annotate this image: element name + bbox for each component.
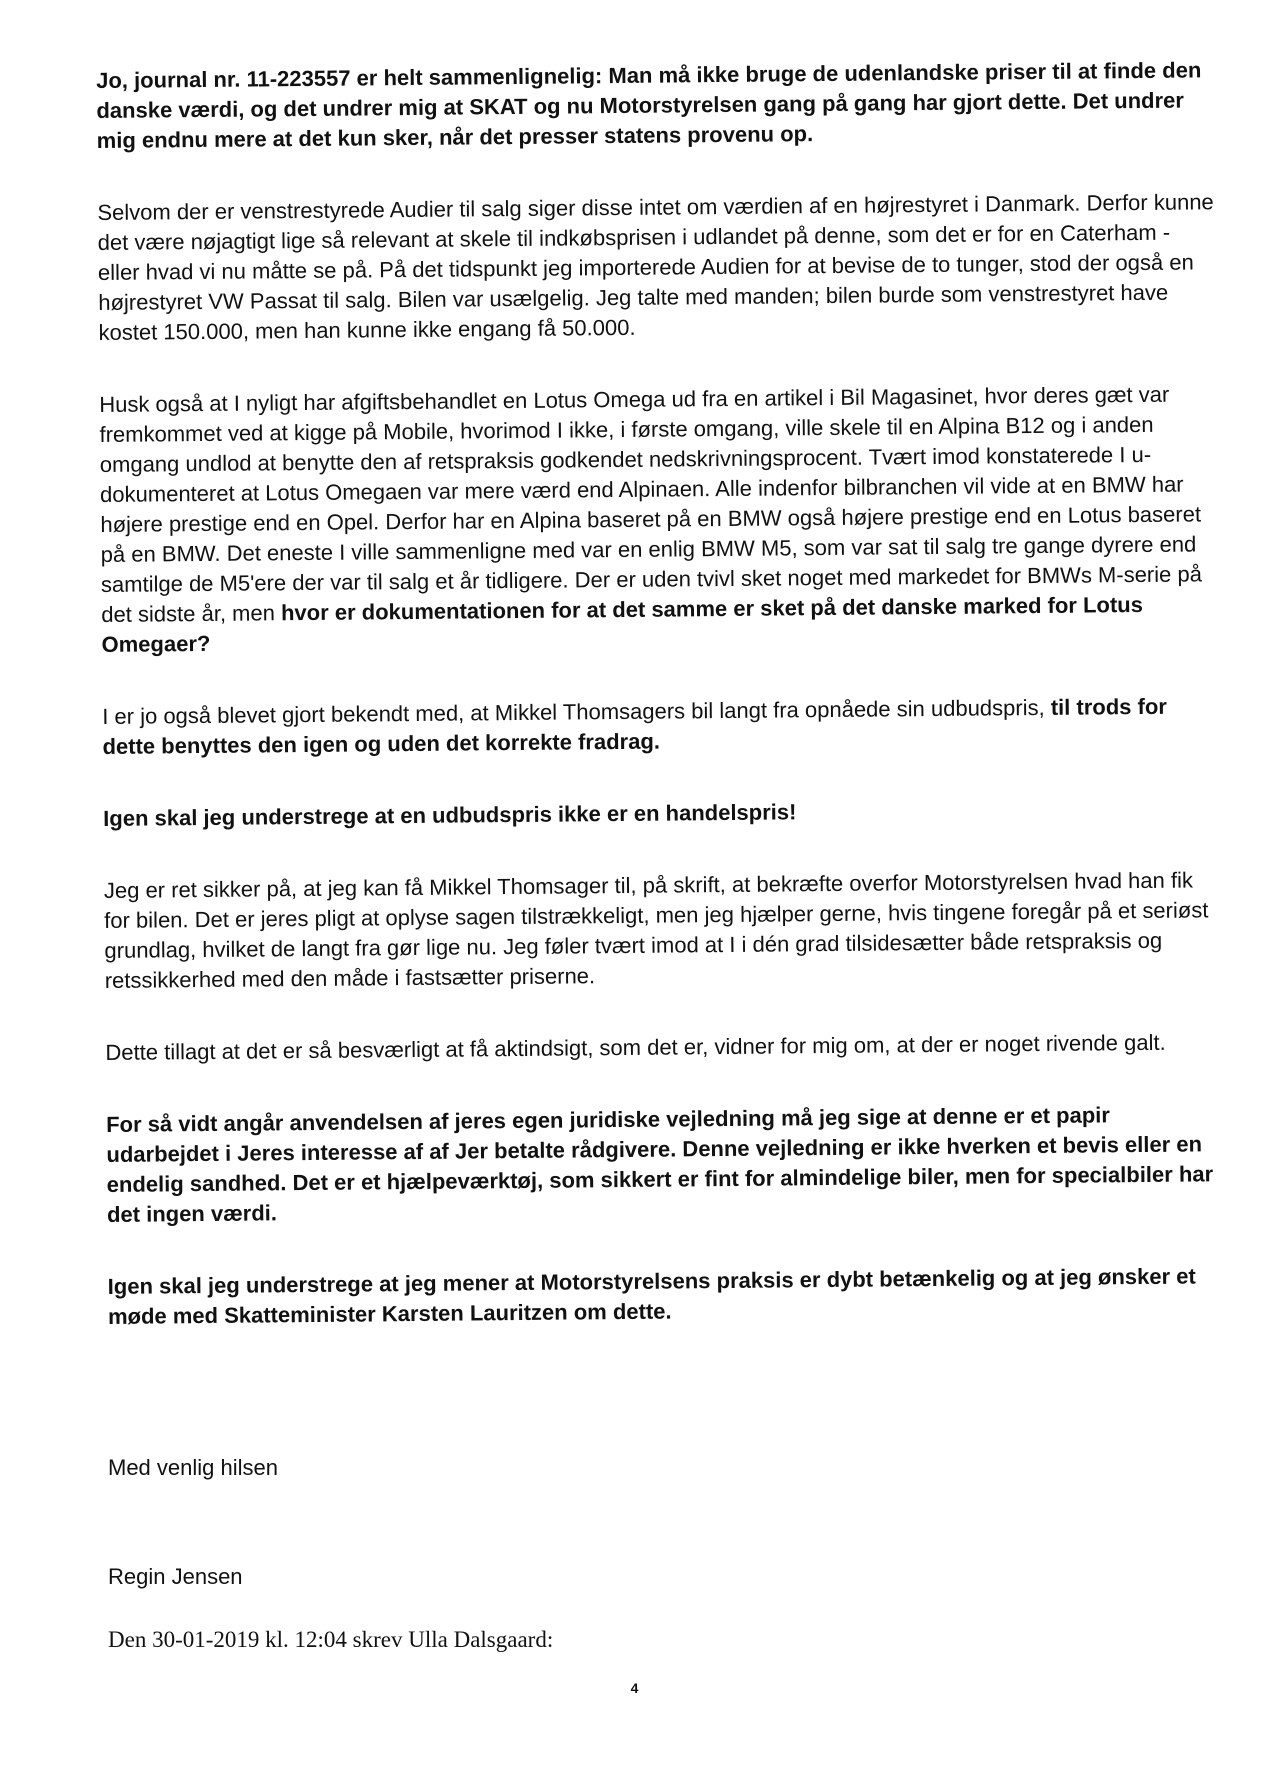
page-number: 4 bbox=[630, 1680, 639, 1696]
closing-greeting: Med venlig hilsen bbox=[108, 1455, 278, 1480]
paragraph-lotus-text: Husk også at I nyligt har afgiftsbehandlet en Lotus Omega ud fra en artikel i Bil Magasinet, hvor deres gæt var fremkommet ved at kigge på Mobile, hvorimod I ikke, i første omgang, ville skele til en Alpina B12 og i anden omgang undlod at benytte den af retspraksis godkendet nedskrivningsprocent. Tvært imod konstaterede I u-dokumenteret at Lotus Omegaen var mere værd end Alpinaen. Alle indenfor bilbranchen vil vide at en BMW har højere prestige end en Opel. Derfor har en Alpina baseret på en BMW også højere prestige end en Lotus baseret på en BMW. Det eneste I ville sammenligne med var en enlig BMW M5, som var sat til salg tre gange dyrere end samtilge de M5'ere der var til salg et år tidligere. Der er uden tvivl sket noget med markedet for BMWs M-serie på det sidste år, men bbox=[99, 381, 1203, 627]
paragraph-meeting-request: Igen skal jeg understrege at jeg mener at Motorstyrelsens praksis er dybt betænkelig og at jeg ønsker et møde med Skatteminister Karsten Lauritzen om dette. bbox=[107, 1263, 1196, 1329]
letter-body bbox=[96, 55, 1229, 1374]
paragraph-documentation: Jeg er ret sikker på, at jeg kan få Mikkel Thomsager til, på skrift, at bekræfte overfor Motorstyrelsen hvad han fik for bilen. Det er jeres pligt at oplyse sagen tilstrækkeligt, men jeg hjælper gerne, hvis tingene foregår på et seriøst grundlag, hvilket de langt fra gør lige nu. Jeg føler tvært imod at I i dén grad tilsidesætter både retspraksis og retssikkerhed med den måde i fastsætter priserne. bbox=[103, 867, 1209, 993]
paragraph-aktindsigt: Dette tillagt at det er så besværligt at få aktindsigt, som det er, vidner for mig om, at der er noget rivende galt. bbox=[105, 1029, 1166, 1065]
paragraph-udbudspris: Igen skal jeg understrege at en udbudspris ikke er en handelspris! bbox=[103, 799, 797, 831]
paragraph-thomsager-text: I er jo også blevet gjort bekendt med, at Mikkel Thomsagers bil langt fra opnåede sin udbudspris, bbox=[102, 694, 1051, 729]
paragraph-journal: Jo, journal nr. 11-223557 er helt sammenlignelig: Man må ikke bruge de udenlandske priser til at finde den danske værdi, og det undrer mig at SKAT og nu Motorstyrelsen gang på gang har gjort dette. Det undrer mig endnu mere at det kun sker, når det presser statens provenu op. bbox=[96, 57, 1202, 153]
paragraph-audi: Selvom der er venstrestyrede Audier til salg siger disse intet om værdien af en højrestyret i Danmark. Derfor kunne det være nøjagtigt lige så relevant at skele til indkøbsprisen i udlandet på denne, som det er for en Caterham - eller hvad vi nu måtte se på. På det tidspunkt jeg importerede Audien for at bevise de to tunger, stod der også en højrestyret VW Passat til salg. Bilen var usælgelig. Jeg talte med manden; bilen burde som venstrestyret have kostet 150.000, men han kunne ikke engang få 50.000. bbox=[97, 189, 1214, 345]
paragraph-lotus bbox=[99, 379, 1222, 660]
signature-name: Regin Jensen bbox=[108, 1564, 243, 1589]
paragraph-lotus-emphasis: hvor er dokumentationen for at det samme er sket på det danske marked for Lotus Omegaer? bbox=[101, 591, 1143, 657]
paragraph-vejledning: For så vidt angår anvendelsen af jeres egen juridiske vejledning må jeg sige at denne er et papir udarbejdet i Jeres interesse af af Jer betalte rådgivere. Denne vejledning er ikke hverken et bevis eller en endelig sandhed. Det er et hjælpeværktøj, som sikkert er fint for almindelige biler, men for specialbiler har det ingen værdi. bbox=[106, 1102, 1214, 1227]
paragraph-thomsager-emphasis: til trods for dette benyttes den igen og uden det korrekte fradrag. bbox=[102, 693, 1168, 759]
paragraph-thomsager bbox=[102, 691, 1223, 762]
quoted-email-header: Den 30-01-2019 kl. 12:04 skrev Ulla Dalsgaard: bbox=[108, 1627, 554, 1652]
